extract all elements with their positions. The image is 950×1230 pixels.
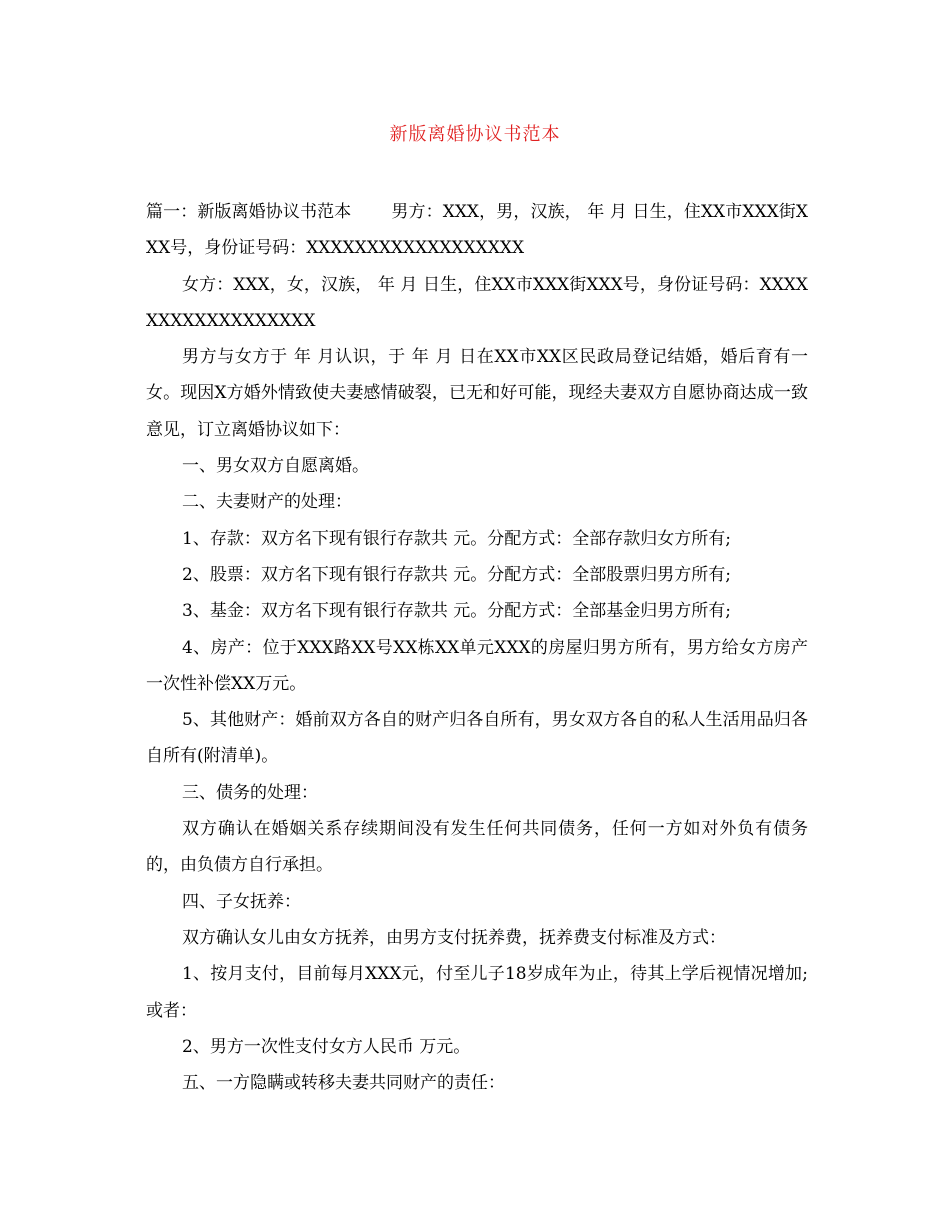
document-title: 新版离婚协议书范本	[389, 124, 561, 145]
paragraph: 双方确认在婚姻关系存续期间没有发生任何共同债务，任何一方如对外负有债务的，由负债方自行承担。	[146, 819, 808, 876]
clause-heading: 三、债务的处理：	[182, 782, 318, 803]
paragraph-text: 男方：XXX，男，汉族， 年 月 日生，住XX市XXX街XXX号，身份证号码：XXXXXXXXXXXXXXXXXX	[146, 202, 809, 259]
list-item: 4、房产：位于XXX路XX号XX栋XX单元XXX的房屋归男方所有，男方给女方房产一次性补偿XX万元。	[146, 637, 808, 694]
list-item: 5、其他财产：婚前双方各自的财产归各自所有，男女双方各自的私人生活用品归各自所有(附清单)。	[146, 710, 808, 767]
list-item: 3、基金：双方名下现有银行存款共 元。分配方式：全部基金归男方所有;	[182, 601, 731, 622]
section-heading: 篇一：新版离婚协议书范本	[146, 202, 352, 222]
document-body	[146, 194, 808, 1101]
list-item: 1、按月支付，目前每月XXX元，付至儿子18岁成年为止，待其上学后视情况增加;或者：	[146, 964, 808, 1021]
paragraph: 女方：XXX，女，汉族， 年 月 日生，住XX市XXX街XXX号，身份证号码：XXXXXXXXXXXXXXXXXX	[146, 274, 808, 331]
clause-heading: 一、男女双方自愿离婚。	[182, 456, 369, 477]
paragraph-intro	[146, 194, 808, 267]
clause-heading: 二、夫妻财产的处理：	[182, 492, 352, 513]
list-item: 2、男方一次性支付女方人民币 万元。	[182, 1036, 471, 1057]
list-item: 2、股票：双方名下现有银行存款共 元。分配方式：全部股票归男方所有;	[182, 564, 731, 585]
clause-heading: 四、子女抚养：	[182, 891, 301, 912]
list-item: 1、存款：双方名下现有银行存款共 元。分配方式：全部存款归女方所有;	[182, 528, 731, 549]
paragraph: 双方确认女儿由女方抚养，由男方支付抚养费，抚养费支付标准及方式：	[182, 927, 726, 948]
clause-heading: 五、一方隐瞒或转移夫妻共同财产的责任：	[182, 1073, 505, 1094]
paragraph: 男方与女方于 年 月认识，于 年 月 日在XX市XX区民政局登记结婚，婚后育有一女。现因X方婚外情致使夫妻感情破裂，已无和好可能，现经夫妻双方自愿协商达成一致意见，订立离婚协议如下：	[146, 347, 808, 440]
